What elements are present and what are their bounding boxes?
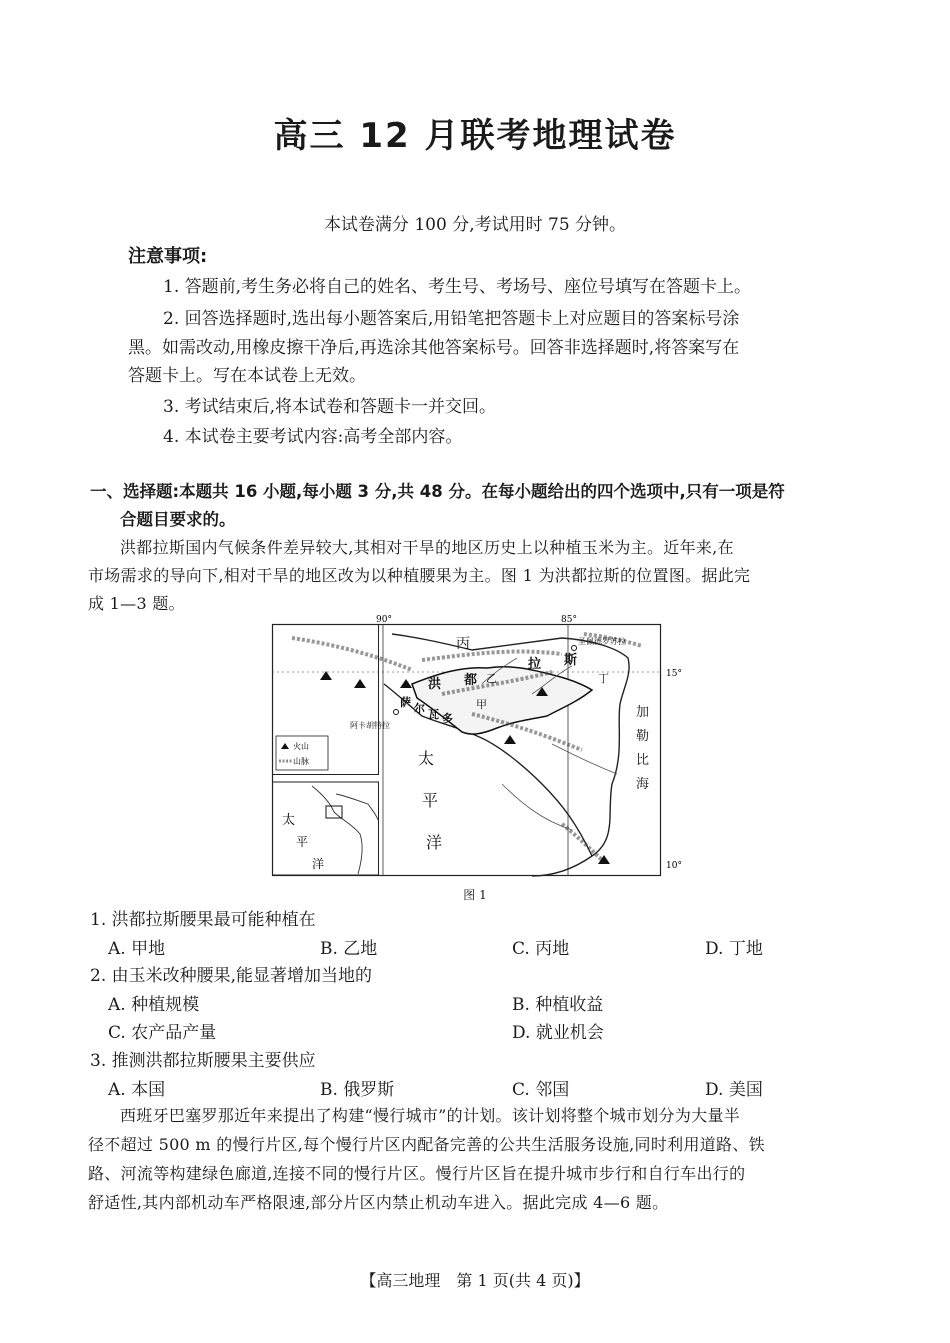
section-heading-cont: 合题目要求的。 (120, 510, 236, 529)
lat-label-10: 10° (666, 861, 682, 871)
passage-line: 成 1—3 题。 (88, 594, 185, 613)
inset-label-yang: 洋 (312, 857, 325, 871)
lon-label-85: 85° (561, 615, 577, 625)
legend-range: 山脉 (293, 757, 309, 766)
label-bing: 丙 (456, 636, 470, 652)
option: D. 丁地 (705, 939, 763, 959)
label-du: 都 (464, 673, 478, 688)
map-svg (272, 615, 682, 878)
label-yi: 乙 (486, 672, 497, 685)
lon-label-90: 90° (376, 615, 392, 625)
label-jia: 甲 (476, 698, 487, 711)
option: A. 甲地 (108, 939, 166, 959)
lat-label-15: 15° (666, 669, 682, 679)
notice-item: 答题卡上。写在本试卷上无效。 (128, 366, 366, 386)
option: A. 种植规模 (108, 995, 200, 1015)
option: C. 农产品产量 (108, 1023, 217, 1043)
notice-item: 2. 回答选择题时,选出每小题答案后,用铅笔把答题卡上对应题目的答案标号涂 (163, 309, 740, 329)
label-carib-bi: 比 (636, 753, 650, 768)
passage-line: 洪都拉斯国内气候条件差异较大,其相对干旱的地区历史上以种植玉米为主。近年来,在 (120, 538, 734, 557)
notice-heading: 注意事项: (128, 246, 208, 267)
label-wa: 瓦 (428, 708, 439, 721)
label-sa: 萨 (400, 696, 411, 709)
question-stem: 3. 推测洪都拉斯腰果主要供应 (90, 1051, 316, 1071)
option: A. 本国 (108, 1080, 166, 1100)
exam-info: 本试卷满分 100 分,考试用时 75 分钟。 (323, 215, 627, 235)
notice-item: 1. 答题前,考生务必将自己的姓名、考生号、考场号、座位号填写在答题卡上。 (163, 277, 752, 297)
inset-label-ping: 平 (296, 835, 309, 849)
honduras-location-map (272, 615, 682, 878)
notice-item: 黑。如需改动,用橡皮擦干净后,再选涂其他答案标号。回答非选择题时,将答案写在 (128, 338, 740, 358)
page-title: 高三 12 月联考地理试卷 (273, 116, 677, 156)
map-legend (276, 736, 328, 770)
option: B. 俄罗斯 (320, 1080, 395, 1100)
label-hong: 洪 (428, 677, 442, 692)
legend-volcano: 火山 (293, 742, 309, 751)
section-heading: 一、选择题:本题共 16 小题,每小题 3 分,共 48 分。在每小题给出的四个选项中,只有一项是符 (90, 482, 785, 501)
label-la: 拉 (528, 657, 542, 672)
option: D. 美国 (705, 1080, 763, 1100)
label-carib-jia: 加 (636, 705, 650, 720)
option: C. 丙地 (512, 939, 570, 959)
label-carib-le: 勒 (636, 729, 650, 744)
option: B. 乙地 (320, 939, 378, 959)
passage-line: 市场需求的导向下,相对干旱的地区改为以种植腰果为主。图 1 为洪都拉斯的位置图。据此完 (88, 566, 751, 585)
option: B. 种植收益 (512, 995, 604, 1015)
label-pacific-yang: 洋 (426, 833, 443, 852)
inset-label-tai: 太 (282, 813, 296, 828)
label-pacific-tai: 太 (418, 749, 435, 768)
label-pacific-ping: 平 (422, 791, 439, 810)
option: D. 就业机会 (512, 1023, 604, 1043)
label-ding: 丁 (598, 672, 609, 685)
question-stem: 1. 洪都拉斯腰果最可能种植在 (90, 910, 316, 930)
passage-line: 西班牙巴塞罗那近年来提出了构建“慢行城市”的计划。该计划将整个城市划分为大量半 (120, 1106, 741, 1125)
passage-line: 舒适性,其内部机动车严格限速,部分片区内禁止机动车进入。据此完成 4—6 题。 (88, 1193, 669, 1212)
map-frame (273, 625, 661, 876)
question-stem: 2. 由玉米改种腰果,能显著增加当地的 (90, 966, 373, 986)
page-footer: 【高三地理 第 1 页(共 4 页)】 (360, 1271, 590, 1290)
label-city-sps: 圣佩德罗苏拉 (578, 637, 626, 646)
passage-line: 径不超过 500 m 的慢行片区,每个慢行片区内配备完善的公共生活服务设施,同时利用道路、铁 (88, 1135, 765, 1154)
label-duo: 多 (442, 712, 453, 725)
passage-line: 路、河流等构建绿色廊道,连接不同的慢行片区。慢行片区旨在提升城市步行和自行车出行的 (88, 1164, 746, 1183)
notice-item: 4. 本试卷主要考试内容:高考全部内容。 (163, 427, 463, 447)
label-city-acajutla: 阿卡胡特拉 (350, 721, 390, 730)
label-carib-hai: 海 (636, 777, 650, 792)
notice-item: 3. 考试结束后,将本试卷和答题卡一并交回。 (163, 397, 497, 417)
figure-caption: 图 1 (463, 888, 487, 902)
option: C. 邻国 (512, 1080, 570, 1100)
label-er: 尔 (414, 702, 425, 715)
label-si: 斯 (564, 653, 578, 668)
